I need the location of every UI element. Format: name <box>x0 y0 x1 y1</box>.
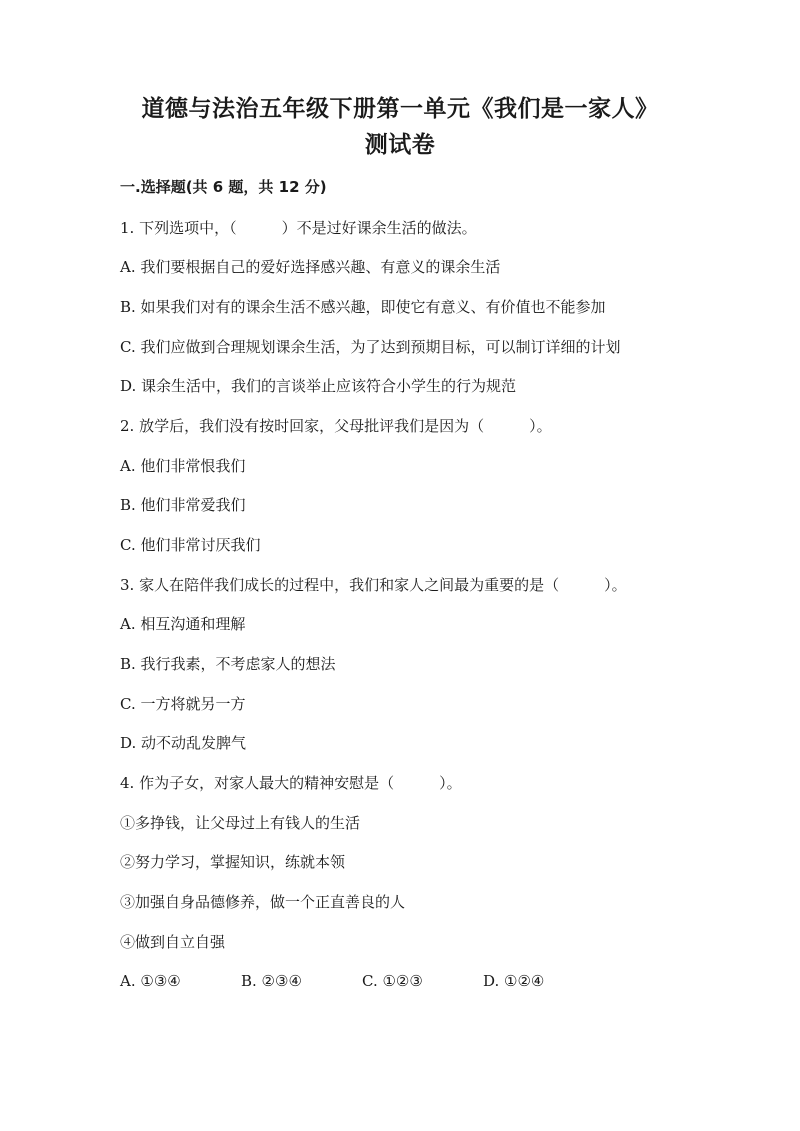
question-1-stem: 1. 下列选项中，（ ）不是过好课余生活的做法。 <box>120 219 477 237</box>
question-2-option-b: B. 他们非常爱我们 <box>120 496 246 514</box>
question-4-item-2: ②努力学习，掌握知识，练就本领 <box>120 853 346 871</box>
question-3-option-b: B. 我行我素，不考虑家人的想法 <box>120 655 336 673</box>
question-1-option-d: D. 课余生活中，我们的言谈举止应该符合小学生的行为规范 <box>120 377 517 395</box>
exam-title-line2: 测试卷 <box>364 132 436 158</box>
question-4-stem: 4. 作为子女，对家人最大的精神安慰是（ ）。 <box>120 774 462 792</box>
question-2-option-a: A. 他们非常恨我们 <box>120 457 246 475</box>
question-2-option-c: C. 他们非常讨厌我们 <box>120 536 261 554</box>
question-1-option-a: A. 我们要根据自己的爱好选择感兴趣、有意义的课余生活 <box>120 258 501 276</box>
question-4-choice-a: A. ①③④ <box>120 972 181 990</box>
exam-title: 道德与法治五年级下册第一单元《我们是一家人》 <box>141 96 659 122</box>
question-3-stem: 3. 家人在陪伴我们成长的过程中，我们和家人之间最为重要的是（ ）。 <box>120 576 627 594</box>
question-3-option-c: C. 一方将就另一方 <box>120 695 246 713</box>
question-4-choice-c: C. ①②③ <box>362 972 423 990</box>
question-1-option-c: C. 我们应做到合理规划课余生活，为了达到预期目标，可以制订详细的计划 <box>120 338 621 356</box>
question-4-item-1: ①多挣钱，让父母过上有钱人的生活 <box>120 814 361 832</box>
question-3-option-a: A. 相互沟通和理解 <box>120 615 246 633</box>
question-3-option-d: D. 动不动乱发脾气 <box>120 734 247 752</box>
question-2-stem: 2. 放学后，我们没有按时回家，父母批评我们是因为（ ）。 <box>120 417 552 435</box>
section-heading: 一.选择题(共 6 题，共 12 分) <box>120 178 327 196</box>
question-4-item-4: ④做到自立自强 <box>120 933 226 951</box>
question-4-choice-d: D. ①②④ <box>483 972 545 990</box>
question-1-option-b: B. 如果我们对有的课余生活不感兴趣，即使它有意义、有价值也不能参加 <box>120 298 606 316</box>
question-4-item-3: ③加强自身品德修养，做一个正直善良的人 <box>120 893 406 911</box>
question-4-choice-b: B. ②③④ <box>241 972 302 990</box>
